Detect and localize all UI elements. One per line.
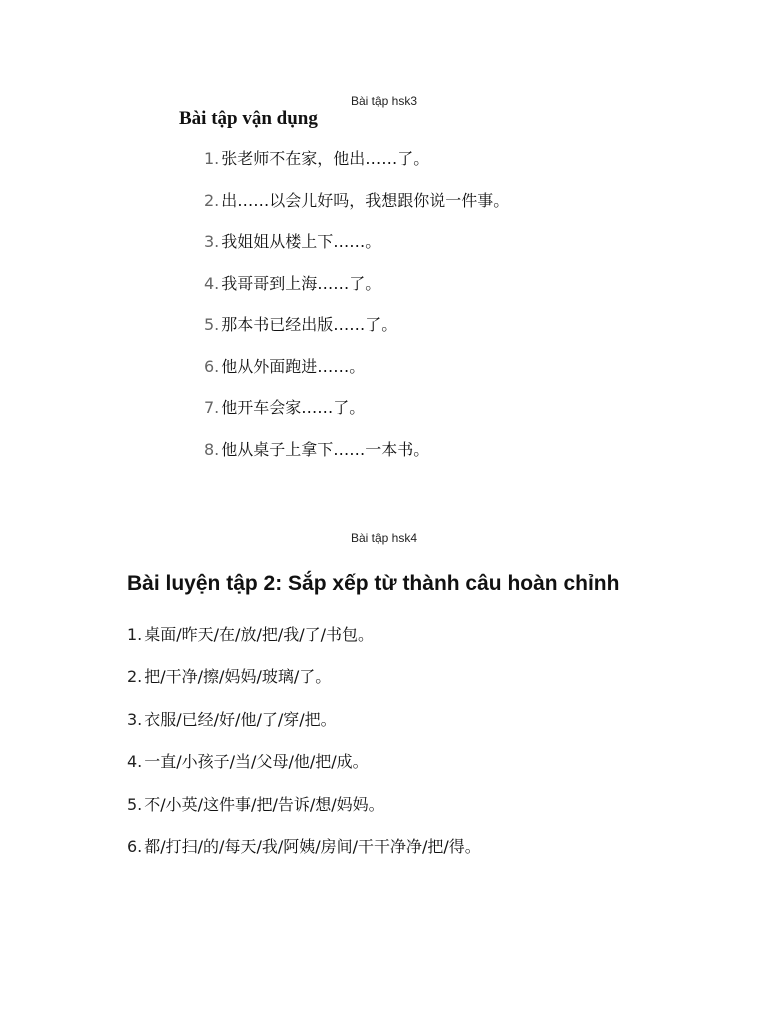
item-number: 7. <box>204 398 220 417</box>
list-item <box>127 751 481 793</box>
exercise-list-hsk4 <box>127 624 481 878</box>
list-item <box>204 190 509 232</box>
item-number: 1. <box>204 149 220 168</box>
list-item <box>127 794 481 836</box>
item-number: 1. <box>127 625 143 644</box>
item-number: 4. <box>127 752 143 772</box>
list-item <box>127 666 481 708</box>
item-text: 我哥哥到上海……了。 <box>221 273 382 293</box>
list-item <box>204 397 509 439</box>
item-text: 他开车会家……了。 <box>221 398 366 417</box>
section-heading-exercise-2: Bài luyện tập 2: Sắp xếp từ thành câu hoàn chỉnh <box>127 572 620 595</box>
item-number: 6. <box>127 836 143 856</box>
section-caption-hsk3: Bài tập hsk3 <box>350 94 418 108</box>
item-text: 我姐姐从楼上下……。 <box>221 232 382 251</box>
item-text: 把/干净/擦/妈妈/玻璃/了。 <box>144 667 332 687</box>
item-number: 8. <box>204 439 220 459</box>
item-number: 2. <box>127 667 143 687</box>
item-text: 衣服/已经/好/他/了/穿/把。 <box>144 709 337 729</box>
item-number: 3. <box>127 709 143 729</box>
item-number: 5. <box>204 315 220 334</box>
item-number: 5. <box>127 794 143 814</box>
section-caption-hsk4: Bài tập hsk4 <box>350 531 418 545</box>
item-number: 3. <box>204 232 220 251</box>
list-item <box>127 709 481 751</box>
list-item <box>127 624 481 666</box>
item-text: 他从外面跑进……。 <box>221 356 366 376</box>
list-item <box>204 148 509 190</box>
item-number: 4. <box>204 273 220 293</box>
item-text: 都/打扫/的/每天/我/阿姨/房间/干干净净/把/得。 <box>144 836 481 856</box>
item-text: 那本书已经出版……了。 <box>221 315 398 334</box>
item-text: 不/小英/这件事/把/告诉/想/妈妈。 <box>144 794 385 814</box>
item-text: 他从桌子上拿下……一本书。 <box>221 439 430 459</box>
list-item <box>127 836 481 878</box>
item-text: 张老师不在家，他出……了。 <box>221 149 430 168</box>
list-item <box>204 439 509 481</box>
item-text: 桌面/昨天/在/放/把/我/了/书包。 <box>144 625 375 644</box>
item-text: 出……以会儿好吗，我想跟你说一件事。 <box>221 190 510 210</box>
section-heading-practice: Bài tập vận dụng <box>179 108 318 129</box>
list-item <box>204 356 509 398</box>
list-item <box>204 231 509 273</box>
exercise-list-hsk3 <box>204 148 509 480</box>
list-item <box>204 314 509 356</box>
list-item <box>204 273 509 315</box>
item-number: 6. <box>204 356 220 376</box>
item-text: 一直/小孩子/当/父母/他/把/成。 <box>144 752 369 772</box>
item-number: 2. <box>204 190 220 210</box>
